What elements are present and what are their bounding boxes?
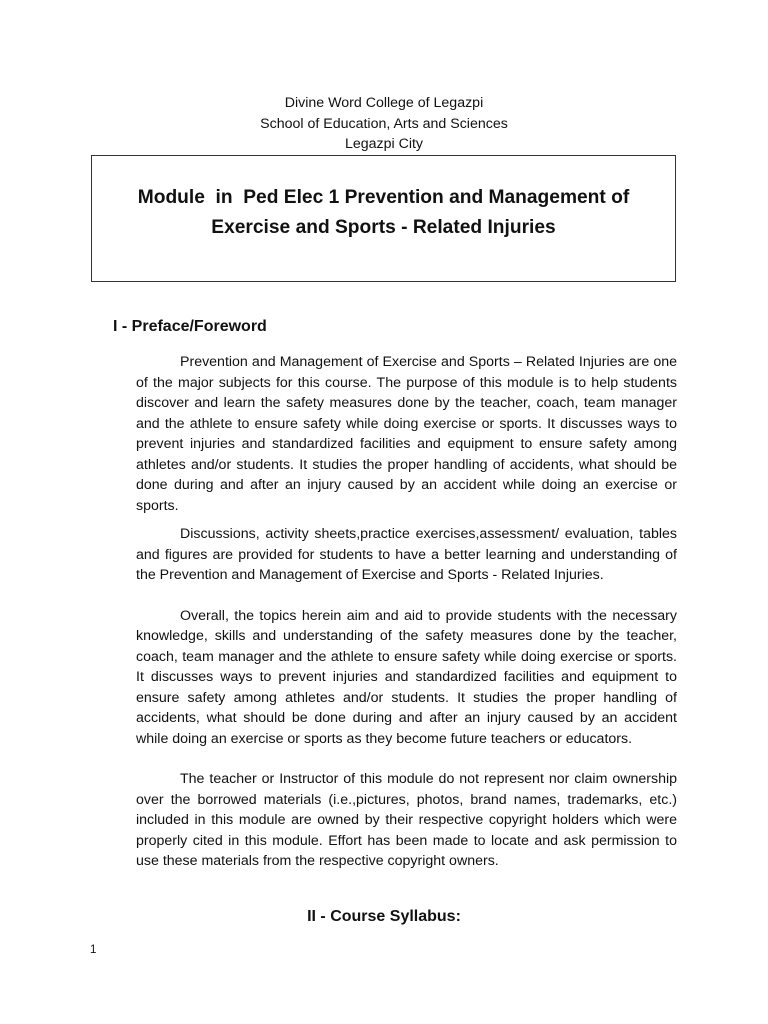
- institution-name: Divine Word College of Legazpi: [284, 95, 484, 111]
- document-header: [0, 93, 768, 155]
- preface-heading: I - Preface/Foreword: [113, 318, 267, 335]
- preface-paragraph: Overall, the topics herein aim and aid to provide students with the necessary knowledge, skills and understanding of the safety measures done by the teacher, coach, team manager and the athlete to ensure safety while doing exercise or sports. It discusses ways to prevent injuries and standardized facilities and equipment to ensure safety among athletes and/or students. It studies the proper handling of accidents, what should be done during and after an injury caused by an accident while doing an exercise or sports as they become future teachers or educators.: [136, 607, 677, 747]
- module-title-line-2: Exercise and Sports - Related Injuries: [211, 217, 556, 238]
- module-title-line-1: Module in Ped Elec 1 Prevention and Management of: [137, 187, 630, 208]
- preface-paragraph: Prevention and Management of Exercise and Sports – Related Injuries are one of the major subjects for this course. The purpose of this module is to help students discover and learn the safety measures done by the teacher, coach, team manager and the athlete to ensure safety while doing exercise or sports. It discusses ways to prevent injuries and standardized facilities and equipment to ensure safety among athletes and/or students. It studies the proper handling of accidents, what should be done during and after an injury caused by an accident while doing an exercise or sports.: [136, 354, 677, 514]
- module-title: [92, 183, 675, 243]
- city-name: Legazpi City: [344, 136, 424, 152]
- page-number: 1: [90, 944, 97, 956]
- module-title-box: [91, 155, 676, 282]
- preface-paragraph: Discussions, activity sheets,practice exercises,assessment/ evaluation, tables and figures are provided for students to have a better learning and understanding of the Prevention and Management of Exercise and Sports - Related Injuries.: [136, 526, 677, 583]
- preface-paragraph: The teacher or Instructor of this module do not represent nor claim ownership over the borrowed materials (i.e.,pictures, photos, brand names, trademarks, etc.) included in this module are owned by their respective copyright holders which were properly cited in this module. Effort has been made to locate and ask permission to use these materials from the respective copyright owners.: [136, 771, 677, 869]
- school-name: School of Education, Arts and Sciences: [260, 115, 508, 132]
- preface-body: [136, 352, 677, 872]
- syllabus-heading: II - Course Syllabus:: [307, 908, 461, 925]
